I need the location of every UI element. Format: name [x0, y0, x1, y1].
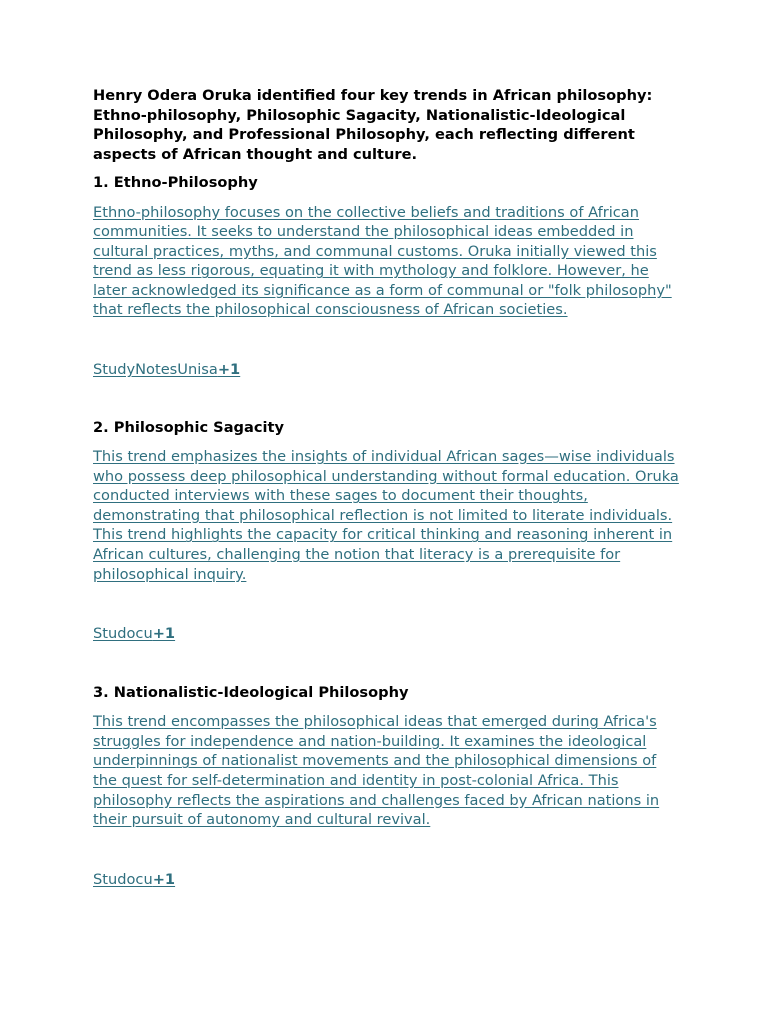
section-heading: 2. Philosophic Sagacity	[93, 418, 284, 436]
source-link[interactable]	[93, 360, 240, 380]
section-heading: 1. Ethno-Philosophy	[93, 174, 258, 191]
source-extra-count: +1	[217, 361, 241, 379]
document-page	[93, 86, 683, 889]
source-extra-count: +1	[152, 870, 176, 888]
source-link[interactable]	[93, 624, 175, 644]
source-row	[93, 623, 683, 644]
source-name: Studocu	[93, 870, 153, 888]
section-body-link[interactable]: This trend emphasizes the insights of individual African sages—wise individuals who possess deep philosophical understanding without formal education. Oruka conducted interviews with these sages to document their thoughts, demonstrating that philosophical reflection is not limited to literate individuals. This trend highlights the capacity for critical thinking and reasoning inherent in African cultures, challenging the notion that literacy is a prerequisite for philosophical inquiry.	[93, 448, 679, 583]
section-philosophic-sagacity	[93, 418, 683, 644]
source-row	[93, 869, 683, 890]
source-name: Studocu	[93, 625, 153, 643]
section-ethno-philosophy	[93, 173, 683, 380]
source-extra-count: +1	[152, 625, 176, 643]
source-link[interactable]	[93, 870, 175, 890]
source-name: StudyNotesUnisa	[93, 361, 218, 379]
intro-paragraph: Henry Odera Oruka identified four key trends in African philosophy: Ethno-philosophy, Philosophic Sagacity, Nationalistic-Ideological Philosophy, and Professional Philosophy, each reflecting different aspects of African thought and culture.	[93, 87, 653, 163]
section-body-link[interactable]: This trend encompasses the philosophical ideas that emerged during Africa's struggles for independence and nation-building. It examines the ideological underpinnings of nationalist movements and the philosophical dimensions of the quest for self-determination and identity in post-colonial Africa. This philosophy reflects the aspirations and challenges faced by African nations in their pursuit of autonomy and cultural revival.	[93, 713, 660, 829]
source-row	[93, 359, 683, 380]
section-heading: 3. Nationalistic-Ideological Philosophy	[93, 683, 409, 701]
section-body-link[interactable]: Ethno-philosophy focuses on the collective beliefs and traditions of African communities. It seeks to understand the philosophical ideas embedded in cultural practices, myths, and communal customs. Oruka initially viewed this trend as less rigorous, equating it with mythology and folklore. However, he later acknowledged its significance as a form of communal or "folk philosophy" that reflects the philosophical consciousness of African societies.	[93, 203, 672, 319]
section-nationalistic-ideological	[93, 683, 683, 890]
